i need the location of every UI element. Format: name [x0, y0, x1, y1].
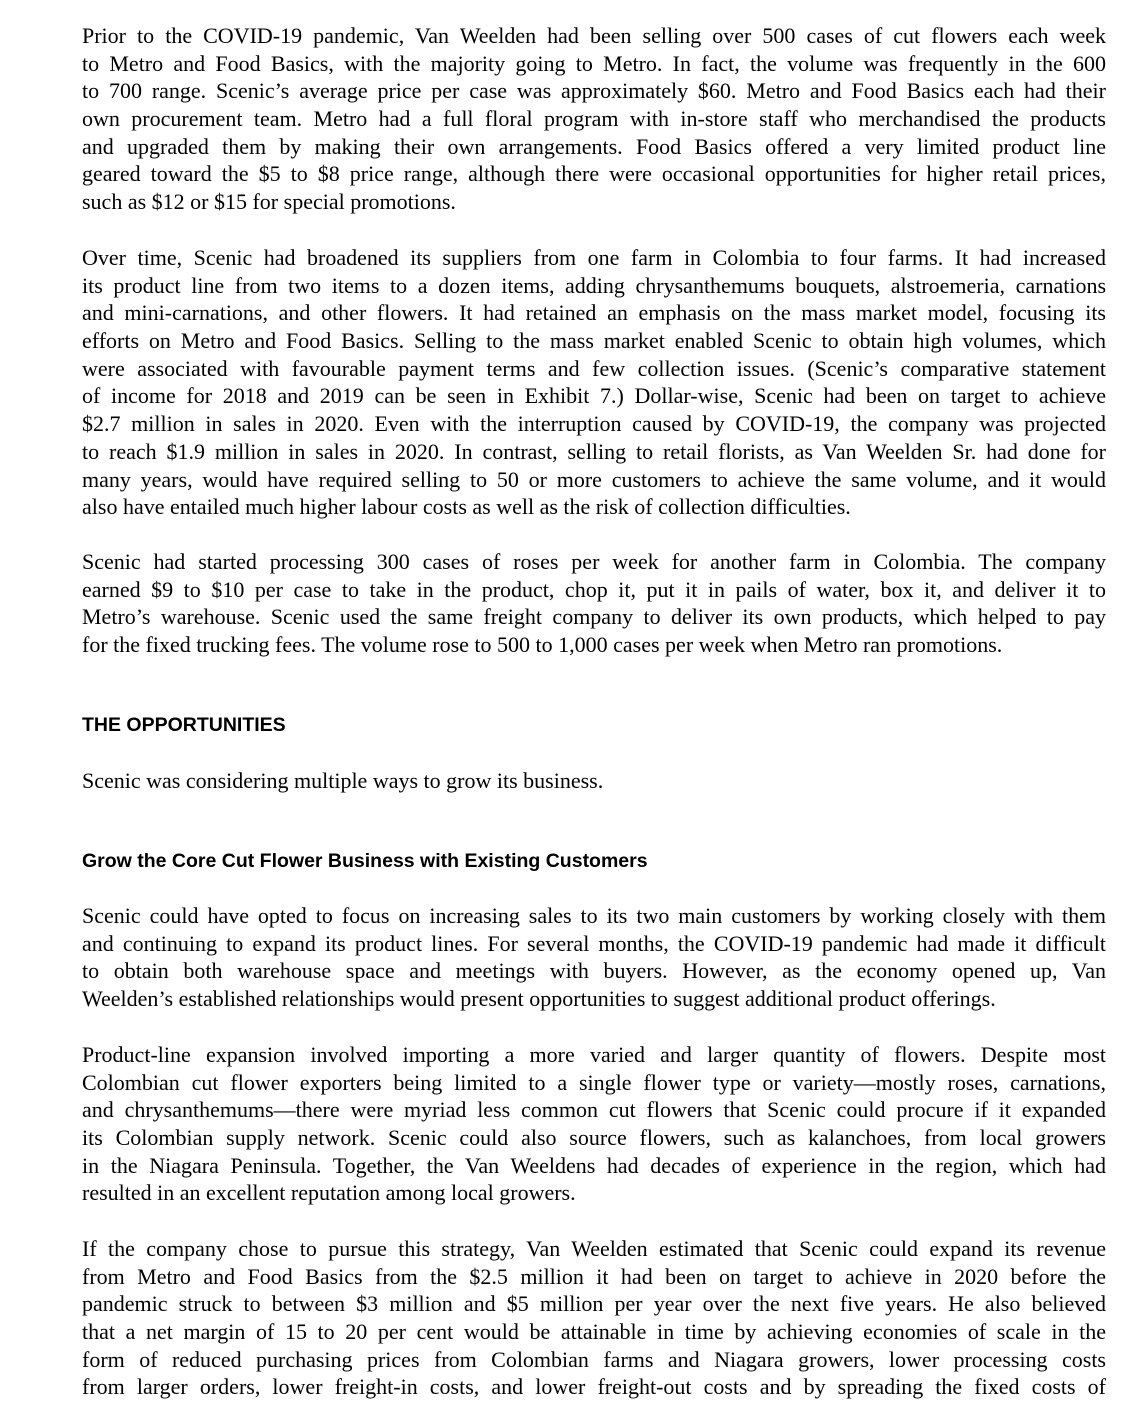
text-line: to obtain both warehouse space and meetings with buyers. However, as the economy opened up, Van — [82, 958, 1106, 984]
text-line: to 700 range. Scenic’s average price per case was approximately $60. Metro and Food Basics each had their — [82, 78, 1106, 104]
text-line: and mini-carnations, and other flowers. It had retained an emphasis on the mass market model, focusing its — [82, 300, 1106, 326]
text-line: pandemic struck to between $3 million and $5 million per year over the next five years. He also believed — [82, 1291, 1106, 1317]
text-line: that a net margin of 15 to 20 per cent would be attainable in time by achieving economies of scale in the — [82, 1319, 1106, 1345]
text-line: earned $9 to $10 per case to take in the product, chop it, put it in pails of water, box it, and deliver it to — [82, 576, 1106, 602]
paragraph-product-line-expansion — [82, 1041, 1106, 1207]
text-line: for the fixed trucking fees. The volume rose to 500 to 1,000 cases per week when Metro ran promotions. — [82, 632, 1003, 658]
text-line: form of reduced purchasing prices from Colombian farms and Niagara growers, lower processing costs — [82, 1346, 1106, 1372]
paragraph-broadened-suppliers — [82, 244, 1106, 521]
text-line: from larger orders, lower freight-in costs, and lower freight-out costs and by spreading the fixed costs of — [82, 1374, 1106, 1400]
text-line: its Colombian supply network. Scenic could also source flowers, such as kalanchoes, from local growers — [82, 1125, 1106, 1151]
text-line: If the company chose to pursue this strategy, Van Weelden estimated that Scenic could expand its revenue — [82, 1236, 1106, 1261]
text-line: such as $12 or $15 for special promotions. — [82, 189, 456, 215]
paragraph-opportunities-intro — [82, 767, 1106, 795]
text-line: its product line from two items to a dozen items, adding chrysanthemums bouquets, alstroemeria, carnations — [82, 272, 1106, 298]
text-line: were associated with favourable payment terms and few collection issues. (Scenic’s comparative statement — [82, 355, 1106, 381]
text-line: from Metro and Food Basics from the $2.5 million it had been on target to achieve in 2020 before the — [82, 1263, 1106, 1289]
text-line: Metro’s warehouse. Scenic used the same freight company to deliver its own products, which helped to pay — [82, 604, 1106, 630]
text-line: Weelden’s established relationships would present opportunities to suggest additional product offerings. — [82, 986, 996, 1012]
text-line: Scenic was considering multiple ways to grow its business. — [82, 768, 604, 793]
section-heading-opportunities: THE OPPORTUNITIES — [82, 714, 286, 736]
text-line: geared toward the $5 to $8 price range, although there were occasional opportunities for higher retail prices, — [82, 161, 1106, 187]
text-line: and upgraded them by making their own arrangements. Food Basics offered a very limited product line — [82, 133, 1106, 159]
text-line: and chrysanthemums—there were myriad less common cut flowers that Scenic could procure if it expanded — [82, 1097, 1106, 1123]
text-line: Prior to the COVID-19 pandemic, Van Weelden had been selling over 500 cases of cut flowers each week — [82, 23, 1106, 48]
text-line: to reach $1.9 million in sales in 2020. In contrast, selling to retail florists, as Van Weelden Sr. had done for — [82, 438, 1106, 464]
text-line: Scenic could have opted to focus on increasing sales to its two main customers by working closely with them — [82, 903, 1106, 928]
subsection-heading-grow-core: Grow the Core Cut Flower Business with Existing Customers — [82, 850, 648, 872]
paragraph-rose-processing — [82, 548, 1106, 659]
paragraph-revenue-estimate — [82, 1235, 1106, 1401]
text-line: efforts on Metro and Food Basics. Selling to the mass market enabled Scenic to obtain high volumes, which — [82, 328, 1106, 354]
text-line: $2.7 million in sales in 2020. Even with the interruption caused by COVID-19, the company was projected — [82, 411, 1106, 437]
text-line: resulted in an excellent reputation among local growers. — [82, 1180, 576, 1206]
text-line: and continuing to expand its product lines. For several months, the COVID-19 pandemic had made it difficult — [82, 930, 1106, 956]
text-line: own procurement team. Metro had a full floral program with in-store staff who merchandised the products — [82, 106, 1106, 132]
text-line: of income for 2018 and 2019 can be seen in Exhibit 7.) Dollar-wise, Scenic had been on target to achieve — [82, 383, 1106, 409]
text-line: Colombian cut flower exporters being limited to a single flower type or variety—mostly roses, carnations, — [82, 1069, 1106, 1095]
text-line: in the Niagara Peninsula. Together, the Van Weeldens had decades of experience in the region, which had — [82, 1152, 1106, 1178]
paragraph-pre-covid-sales — [82, 22, 1106, 216]
text-line: many years, would have required selling to 50 or more customers to achieve the same volume, and it would — [82, 466, 1106, 492]
text-line: also have entailed much higher labour costs as well as the risk of collection difficulties. — [82, 494, 851, 520]
text-line: Over time, Scenic had broadened its suppliers from one farm in Colombia to four farms. It had increased — [82, 245, 1106, 270]
text-line: Product-line expansion involved importing a more varied and larger quantity of flowers. Despite most — [82, 1042, 1106, 1067]
text-line: to Metro and Food Basics, with the majority going to Metro. In fact, the volume was frequently in the 600 — [82, 50, 1106, 76]
text-line: Scenic had started processing 300 cases of roses per week for another farm in Colombia. The company — [82, 549, 1106, 574]
paragraph-existing-customers — [82, 902, 1106, 1013]
